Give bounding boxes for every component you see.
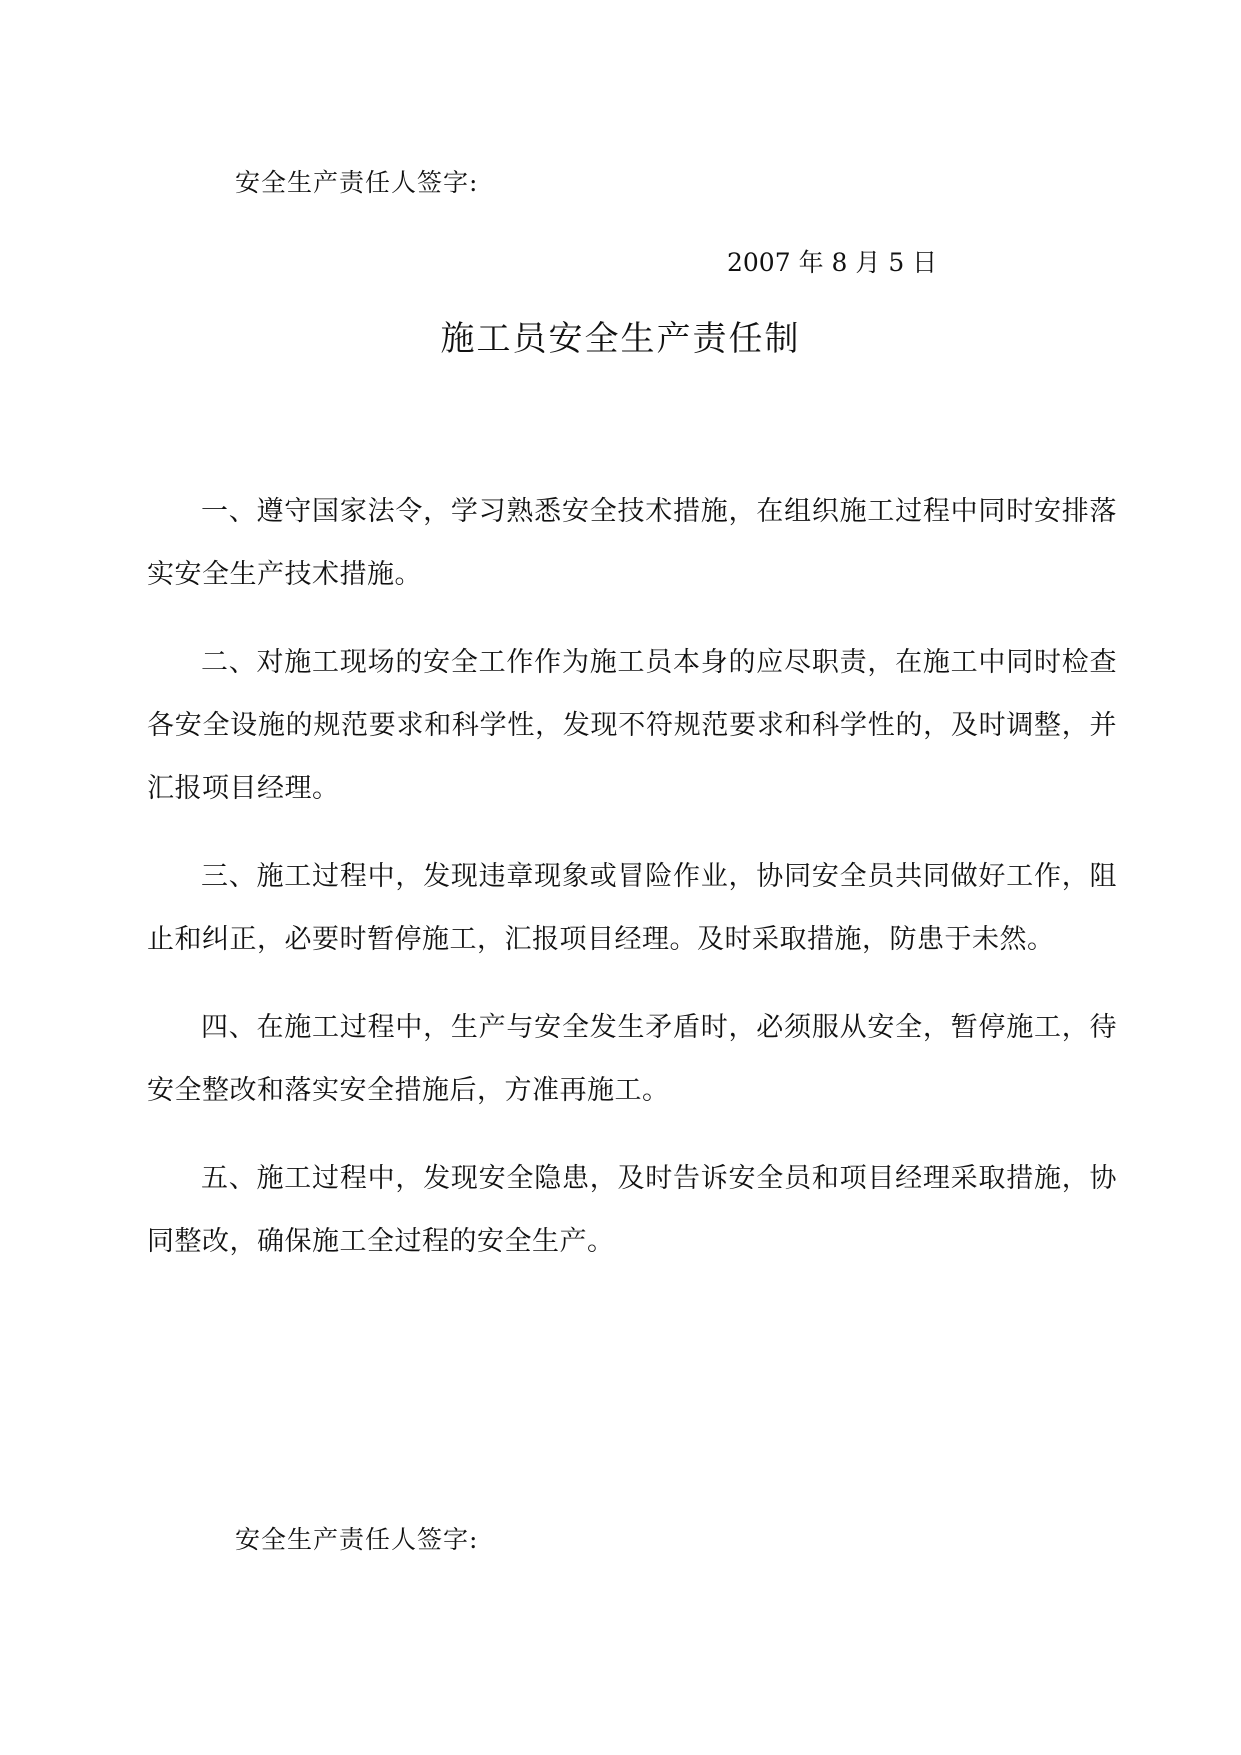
paragraph-5: 五、施工过程中，发现安全隐患，及时告诉安全员和项目经理采取措施，协同整改，确保施工全过程的安全生产。 — [147, 1163, 1117, 1257]
paragraph-4: 四、在施工过程中，生产与安全发生矛盾时，必须服从安全，暂停施工，待安全整改和落实安全措施后，方准再施工。 — [147, 1012, 1117, 1106]
paragraph-3: 三、施工过程中，发现违章现象或冒险作业，协同安全员共同做好工作，阻止和纠正，必要时暂停施工，汇报项目经理。及时采取措施，防患于未然。 — [147, 861, 1117, 955]
signature-line-bottom: 安全生产责任人签字: — [235, 1525, 479, 1554]
signature-line-top: 安全生产责任人签字: — [235, 168, 479, 197]
document-body — [147, 480, 1117, 1298]
document-title: 施工员安全生产责任制 — [440, 319, 801, 359]
paragraph-2: 二、对施工现场的安全工作作为施工员本身的应尽职责，在施工中同时检查各安全设施的规范要求和科学性，发现不符规范要求和科学性的，及时调整，并汇报项目经理。 — [147, 647, 1117, 804]
paragraph-1: 一、遵守国家法令，学习熟悉安全技术措施，在组织施工过程中同时安排落实安全生产技术措施。 — [147, 496, 1117, 590]
document-date: 2007 年 8 月 5 日 — [727, 248, 938, 277]
